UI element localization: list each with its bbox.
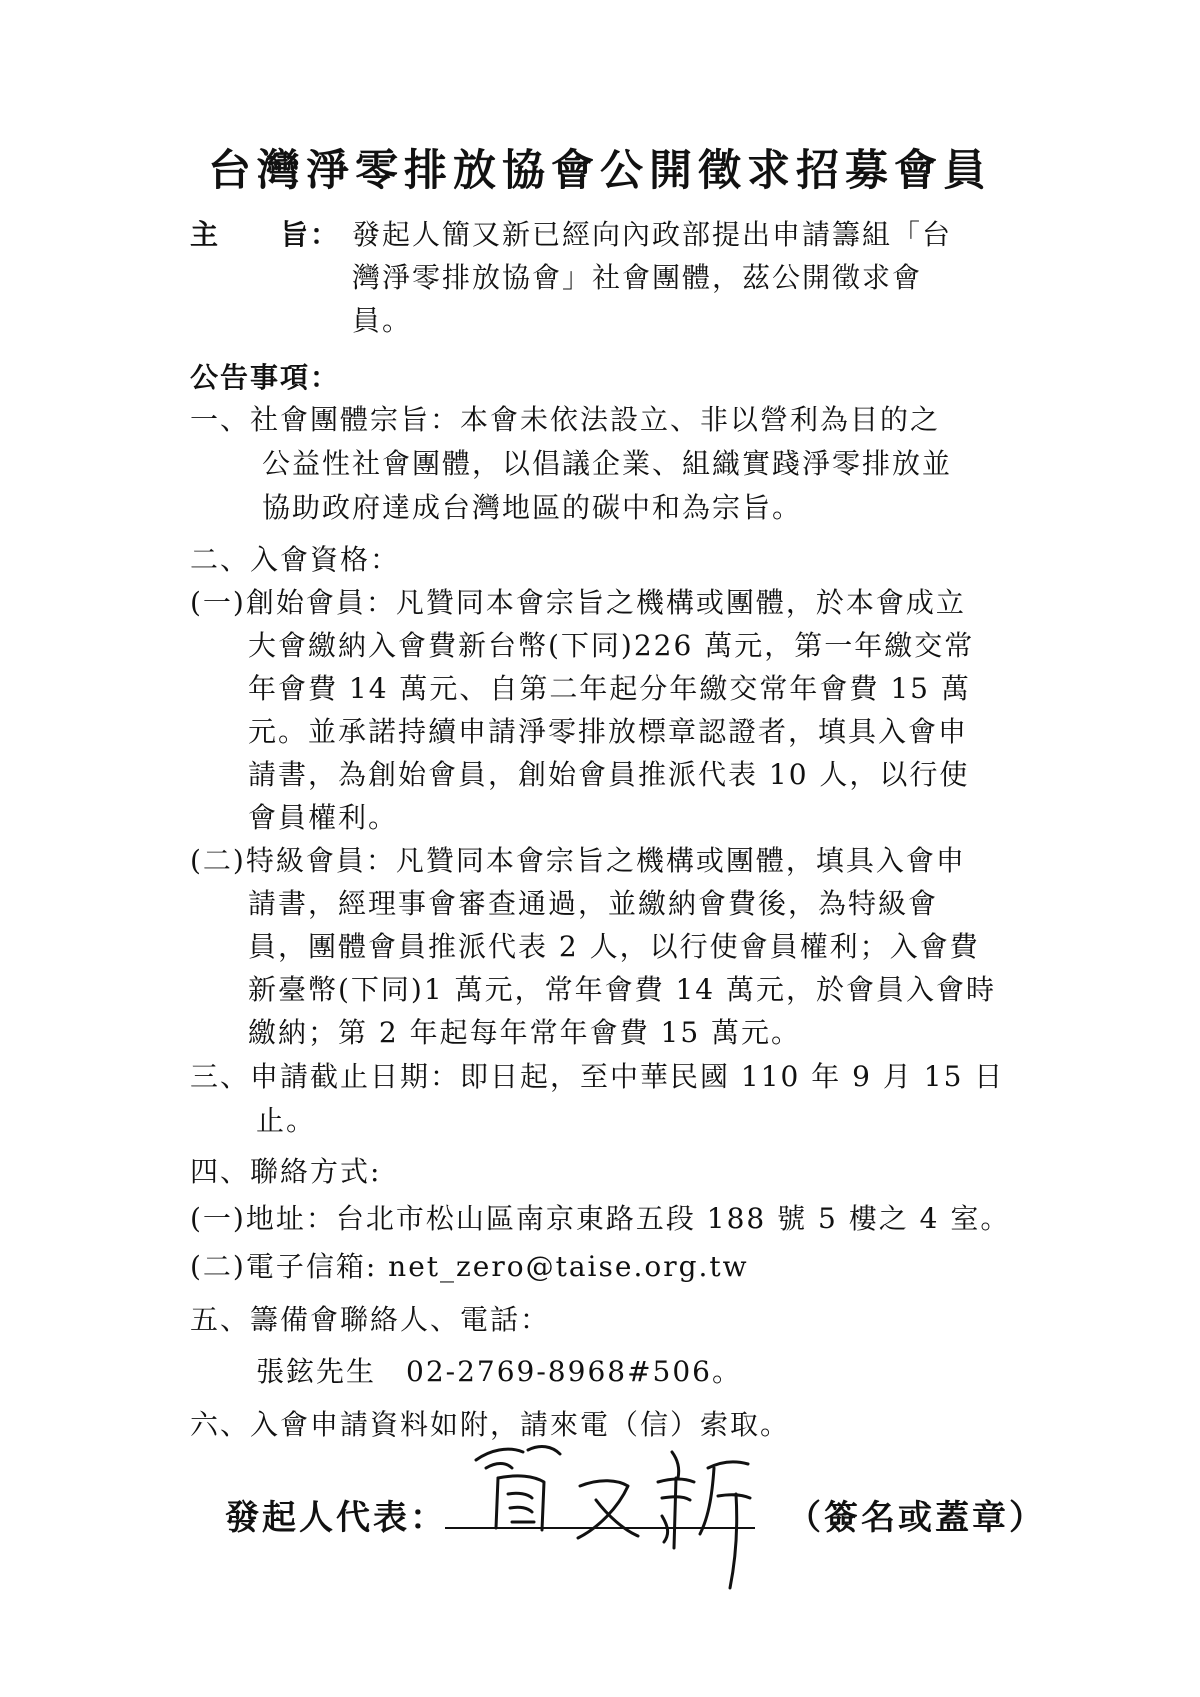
- section1-line-1: 一、社會團體宗旨：本會未依法設立、非以營利為目的之: [190, 403, 941, 436]
- section2-special-line-3: 員，團體會員推派代表 2 人，以行使會員權利；入會費: [248, 930, 980, 963]
- subject-line-1: 發起人簡又新已經向內政部提出申請籌組「台: [352, 218, 953, 251]
- contact-address: (一)地址：台北市松山區南京東路五段 188 號 5 樓之 4 室。: [190, 1202, 1011, 1235]
- section1-line-2: 公益性社會團體，以倡議企業、組織實踐淨零排放並: [262, 447, 953, 480]
- announcement-heading: 公告事項：: [190, 361, 341, 394]
- section5-heading: 五、籌備會聯絡人、電話：: [190, 1303, 551, 1336]
- section3-line-1: 三、申請截止日期：即日起，至中華民國 110 年 9 月 15 日: [190, 1060, 1005, 1093]
- contact-person-phone: 張鉉先生 02-2769-8968#506。: [256, 1355, 742, 1388]
- section3-line-2: 止。: [256, 1104, 317, 1137]
- section2-special-line-2: 請書，經理事會審查通過，並繳納會費後，為特級會: [248, 887, 939, 920]
- document-title: 台灣淨零排放協會公開徵求招募會員: [208, 146, 992, 196]
- section2-special-line-5: 繳納；第 2 年起每年常年會費 15 萬元。: [248, 1016, 802, 1049]
- section2-founding-line-2: 大會繳納入會費新台幣(下同)226 萬元，第一年繳交常: [248, 629, 975, 662]
- section6-line: 六、入會申請資料如附，請來電（信）索取。: [190, 1408, 791, 1441]
- contact-email: (二)電子信箱: net_zero@taise.org.tw: [190, 1250, 749, 1283]
- subject-line-3: 員。: [352, 304, 413, 337]
- handwritten-signature: [468, 1438, 768, 1598]
- section2-special-line-1: (二)特級會員：凡贊同本會宗旨之機構或團體，填具入會申: [190, 844, 966, 877]
- subject-label: 主 旨：: [190, 218, 341, 251]
- section2-founding-line-3: 年會費 14 萬元、自第二年起分年繳交常年會費 15 萬: [248, 672, 971, 705]
- section2-founding-line-1: (一)創始會員：凡贊同本會宗旨之機構或團體，於本會成立: [190, 586, 966, 619]
- section2-heading: 二、入會資格：: [190, 543, 401, 576]
- section2-founding-line-6: 會員權利。: [248, 801, 399, 834]
- section1-line-3: 協助政府達成台灣地區的碳中和為宗旨。: [262, 491, 803, 524]
- section2-founding-line-5: 請書，為創始會員，創始會員推派代表 10 人，以行使: [248, 758, 970, 791]
- subject-line-2: 灣淨零排放協會」社會團體，茲公開徵求會: [352, 261, 923, 294]
- signature-label: 發起人代表：: [225, 1498, 447, 1538]
- section2-special-line-4: 新臺幣(下同)1 萬元，常年會費 14 萬元，於會員入會時: [248, 973, 996, 1006]
- signature-note: （簽名或蓋章）: [787, 1498, 1046, 1538]
- section2-founding-line-4: 元。並承諾持續申請淨零排放標章認證者，填具入會申: [248, 715, 969, 748]
- section4-heading: 四、聯絡方式:: [190, 1155, 382, 1188]
